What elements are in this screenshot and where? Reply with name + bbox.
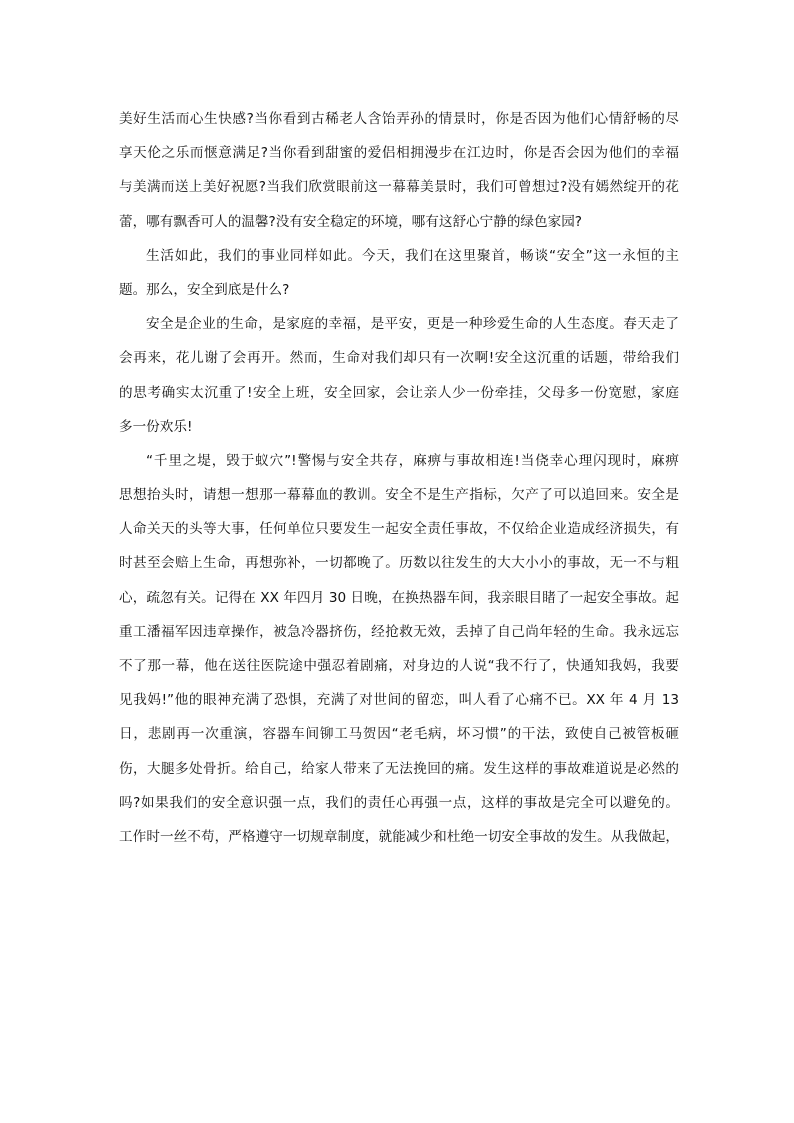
text-line: 伤，大腿多处骨折。给自己，给家人带来了无法挽回的痛。发生这样的事故难道说是必然的 (119, 760, 679, 777)
text-line: 吗?如果我们的安全意识强一点，我们的责任心再强一点，这样的事故是完全可以避免的。 (119, 794, 679, 811)
text-line: 重工潘福军因违章操作，被急冷器挤伤，经抢救无效，丢掉了自己尚年轻的生命。我永远忘 (119, 623, 679, 640)
text-line: 日，悲剧再一次重演，容器车间铆工马贺因“老毛病，坏习惯”的干法，致使自己被管板砸 (119, 726, 679, 743)
text-line: 人命关天的头等大事，任何单位只要发生一起安全责任事故，不仅给企业造成经济损失，有 (119, 521, 679, 538)
text-line: 蕾，哪有飘香可人的温馨?没有安全稳定的环境，哪有这舒心宁静的绿色家园? (119, 213, 583, 230)
paragraph-4 (119, 444, 679, 854)
text-line: 与美满而送上美好祝愿?当我们欣赏眼前这一幕幕美景时，我们可曾想过?没有嫣然绽开的花 (119, 179, 679, 196)
document-body (119, 102, 679, 854)
text-line: 会再来，花儿谢了会再开。然而，生命对我们却只有一次啊!安全这沉重的话题，带给我们 (119, 350, 679, 367)
text-line: 时甚至会赔上生命，再想弥补，一切都晚了。历数以往发生的大大小小的事故，无一不与粗 (119, 555, 679, 572)
text-line: 心，疏忽有关。记得在 XX 年四月 30 日晚，在换热器车间，我亲眼目睹了一起安全事故。起 (119, 589, 679, 606)
text-line: “千里之堤，毁于蚁穴”!警惕与安全共存，麻痹与事故相连!当侥幸心理闪现时，麻痹 (146, 452, 679, 469)
paragraph-3 (119, 307, 679, 444)
text-line: 的思考确实太沉重了!安全上班，安全回家，会让亲人少一份牵挂，父母多一份宽慰，家庭 (119, 384, 679, 401)
text-line: 不了那一幕，他在送往医院途中强忍着剧痛，对身边的人说“我不行了，快通知我妈，我要 (119, 658, 679, 674)
text-line: 生活如此，我们的事业同样如此。今天，我们在这里聚首，畅谈“安全”这一永恒的主 (146, 247, 679, 264)
text-line: 见我妈!”他的眼神充满了恐惧，充满了对世间的留恋，叫人看了心痛不已。XX 年 4 月 13 (119, 692, 679, 709)
text-line: 安全是企业的生命，是家庭的幸福，是平安，更是一种珍爱生命的人生态度。春天走了 (146, 316, 679, 333)
text-line: 多一份欢乐! (119, 418, 193, 435)
text-line: 工作时一丝不苟，严格遵守一切规章制度，就能减少和杜绝一切安全事故的发生。从我做起， (119, 828, 679, 845)
text-line: 享天伦之乐而惬意满足?当你看到甜蜜的爱侣相拥漫步在江边时，你是否会因为他们的幸福 (119, 145, 679, 162)
text-line: 题。那么，安全到底是什么? (119, 281, 290, 298)
text-line: 思想抬头时，请想一想那一幕幕血的教训。安全不是生产指标，欠产了可以追回来。安全是 (119, 487, 679, 504)
text-line: 美好生活而心生快感?当你看到古稀老人含饴弄孙的情景时，你是否因为他们心情舒畅的尽 (119, 111, 679, 127)
paragraph-1 (119, 102, 679, 239)
paragraph-2 (119, 239, 679, 307)
